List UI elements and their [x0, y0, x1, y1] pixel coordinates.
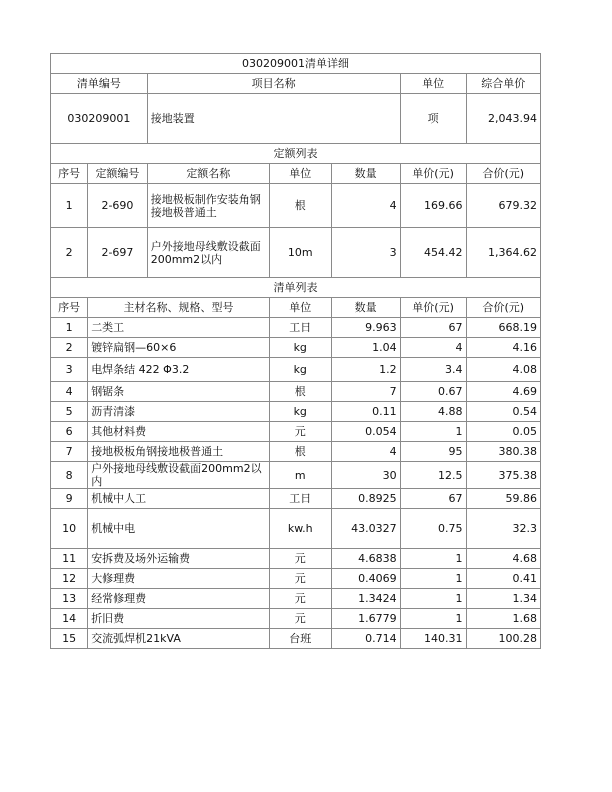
material-name: 户外接地母线敷设截面200mm2以内 — [88, 462, 270, 489]
material-qty: 43.0327 — [331, 509, 400, 549]
material-unit-price: 1 — [400, 609, 466, 629]
item-name-header: 项目名称 — [147, 74, 400, 94]
material-row — [51, 629, 541, 649]
quota-section-row — [51, 144, 541, 164]
material-unit-price: 0.75 — [400, 509, 466, 549]
material-no: 7 — [51, 442, 88, 462]
material-row — [51, 589, 541, 609]
material-row — [51, 569, 541, 589]
material-row — [51, 549, 541, 569]
material-unit-price: 4 — [400, 338, 466, 358]
material-unit-price: 140.31 — [400, 629, 466, 649]
material-name: 折旧费 — [88, 609, 270, 629]
quota-unit: 10m — [269, 228, 331, 278]
material-total: 1.68 — [466, 609, 540, 629]
material-qty: 30 — [331, 462, 400, 489]
table-title: 030209001清单详细 — [51, 54, 541, 74]
material-total: 380.38 — [466, 442, 540, 462]
material-unit-price: 67 — [400, 489, 466, 509]
material-qty: 1.04 — [331, 338, 400, 358]
quota-total: 1,364.62 — [466, 228, 540, 278]
quota-row — [51, 228, 541, 278]
material-qty: 1.3424 — [331, 589, 400, 609]
quota-no: 1 — [51, 184, 88, 228]
material-qty: 0.054 — [331, 422, 400, 442]
material-qty: 7 — [331, 382, 400, 402]
quota-unit-price: 454.42 — [400, 228, 466, 278]
material-qty-header: 数量 — [331, 298, 400, 318]
material-unit: 元 — [269, 589, 331, 609]
material-no: 3 — [51, 358, 88, 382]
material-total-header: 合价(元) — [466, 298, 540, 318]
material-total: 4.68 — [466, 549, 540, 569]
quota-unit-price: 169.66 — [400, 184, 466, 228]
material-no: 13 — [51, 589, 88, 609]
material-no: 5 — [51, 402, 88, 422]
material-total: 0.41 — [466, 569, 540, 589]
material-row — [51, 442, 541, 462]
material-qty: 4 — [331, 442, 400, 462]
material-unit: 台班 — [269, 629, 331, 649]
material-total: 4.16 — [466, 338, 540, 358]
item-code-header: 清单编号 — [51, 74, 148, 94]
material-row — [51, 382, 541, 402]
material-unit-price: 12.5 — [400, 462, 466, 489]
material-name: 经常修理费 — [88, 589, 270, 609]
material-no: 9 — [51, 489, 88, 509]
quota-qty-header: 数量 — [331, 164, 400, 184]
material-unit-price: 3.4 — [400, 358, 466, 382]
material-total: 375.38 — [466, 462, 540, 489]
material-total: 1.34 — [466, 589, 540, 609]
material-row — [51, 402, 541, 422]
quota-name: 接地极板制作安装角钢接地极普通土 — [147, 184, 269, 228]
material-no: 6 — [51, 422, 88, 442]
material-unit-price: 67 — [400, 318, 466, 338]
item-code: 030209001 — [51, 94, 148, 144]
material-total: 0.05 — [466, 422, 540, 442]
material-no: 11 — [51, 549, 88, 569]
material-unit-price-header: 单价(元) — [400, 298, 466, 318]
quota-qty: 4 — [331, 184, 400, 228]
material-no: 15 — [51, 629, 88, 649]
material-name: 机械中电 — [88, 509, 270, 549]
material-no-header: 序号 — [51, 298, 88, 318]
material-unit: 元 — [269, 422, 331, 442]
material-name: 沥青清漆 — [88, 402, 270, 422]
material-qty: 0.11 — [331, 402, 400, 422]
material-unit: 元 — [269, 549, 331, 569]
material-no: 14 — [51, 609, 88, 629]
material-row — [51, 338, 541, 358]
material-unit-price: 1 — [400, 569, 466, 589]
material-name: 电焊条结 422 Φ3.2 — [88, 358, 270, 382]
material-total: 32.3 — [466, 509, 540, 549]
quota-unit-price-header: 单价(元) — [400, 164, 466, 184]
material-no: 1 — [51, 318, 88, 338]
material-name: 接地极板角钢接地极普通土 — [88, 442, 270, 462]
material-no: 8 — [51, 462, 88, 489]
item-price-header: 综合单价 — [466, 74, 540, 94]
material-no: 2 — [51, 338, 88, 358]
item-name: 接地装置 — [147, 94, 400, 144]
material-name: 钢锯条 — [88, 382, 270, 402]
material-row — [51, 609, 541, 629]
material-section-title: 清单列表 — [51, 278, 541, 298]
material-unit: 元 — [269, 609, 331, 629]
material-total: 100.28 — [466, 629, 540, 649]
item-price: 2,043.94 — [466, 94, 540, 144]
material-unit: kw.h — [269, 509, 331, 549]
quota-code: 2-697 — [88, 228, 148, 278]
quota-total-header: 合价(元) — [466, 164, 540, 184]
material-total: 59.86 — [466, 489, 540, 509]
material-unit-header: 单位 — [269, 298, 331, 318]
material-name: 其他材料费 — [88, 422, 270, 442]
material-unit-price: 4.88 — [400, 402, 466, 422]
quota-no: 2 — [51, 228, 88, 278]
material-qty: 4.6838 — [331, 549, 400, 569]
material-header-row — [51, 298, 541, 318]
material-row — [51, 462, 541, 489]
material-no: 4 — [51, 382, 88, 402]
quota-name-header: 定额名称 — [147, 164, 269, 184]
material-unit-price: 1 — [400, 549, 466, 569]
material-unit: kg — [269, 402, 331, 422]
material-name-header: 主材名称、规格、型号 — [88, 298, 270, 318]
quota-total: 679.32 — [466, 184, 540, 228]
material-name: 交流弧焊机21kVA — [88, 629, 270, 649]
material-no: 12 — [51, 569, 88, 589]
quota-code: 2-690 — [88, 184, 148, 228]
quota-header-row — [51, 164, 541, 184]
material-name: 大修理费 — [88, 569, 270, 589]
material-unit-price: 0.67 — [400, 382, 466, 402]
material-name: 二类工 — [88, 318, 270, 338]
quota-unit-header: 单位 — [269, 164, 331, 184]
material-total: 4.08 — [466, 358, 540, 382]
material-row — [51, 509, 541, 549]
material-unit: 根 — [269, 442, 331, 462]
material-unit: m — [269, 462, 331, 489]
quota-unit: 根 — [269, 184, 331, 228]
material-qty: 9.963 — [331, 318, 400, 338]
item-unit-header: 单位 — [400, 74, 466, 94]
material-row — [51, 358, 541, 382]
item-header-row — [51, 74, 541, 94]
quota-row — [51, 184, 541, 228]
item-unit: 项 — [400, 94, 466, 144]
material-row — [51, 422, 541, 442]
material-name: 安拆费及场外运输费 — [88, 549, 270, 569]
material-unit-price: 1 — [400, 589, 466, 609]
title-row — [51, 54, 541, 74]
material-name: 机械中人工 — [88, 489, 270, 509]
material-unit: kg — [269, 338, 331, 358]
material-row — [51, 489, 541, 509]
material-name: 镀锌扁钢—60×6 — [88, 338, 270, 358]
quota-name: 户外接地母线敷设截面200mm2以内 — [147, 228, 269, 278]
material-qty: 0.4069 — [331, 569, 400, 589]
item-row — [51, 94, 541, 144]
bill-detail-table — [50, 53, 541, 649]
material-unit: 工日 — [269, 318, 331, 338]
quota-section-title: 定额列表 — [51, 144, 541, 164]
material-row — [51, 318, 541, 338]
quota-code-header: 定额编号 — [88, 164, 148, 184]
material-section-row — [51, 278, 541, 298]
material-unit: 根 — [269, 382, 331, 402]
material-total: 4.69 — [466, 382, 540, 402]
material-unit: 元 — [269, 569, 331, 589]
quota-no-header: 序号 — [51, 164, 88, 184]
material-qty: 1.2 — [331, 358, 400, 382]
material-unit-price: 1 — [400, 422, 466, 442]
material-qty: 0.714 — [331, 629, 400, 649]
material-no: 10 — [51, 509, 88, 549]
material-unit-price: 95 — [400, 442, 466, 462]
material-qty: 0.8925 — [331, 489, 400, 509]
material-qty: 1.6779 — [331, 609, 400, 629]
material-total: 668.19 — [466, 318, 540, 338]
material-unit: 工日 — [269, 489, 331, 509]
quota-qty: 3 — [331, 228, 400, 278]
material-total: 0.54 — [466, 402, 540, 422]
material-unit: kg — [269, 358, 331, 382]
